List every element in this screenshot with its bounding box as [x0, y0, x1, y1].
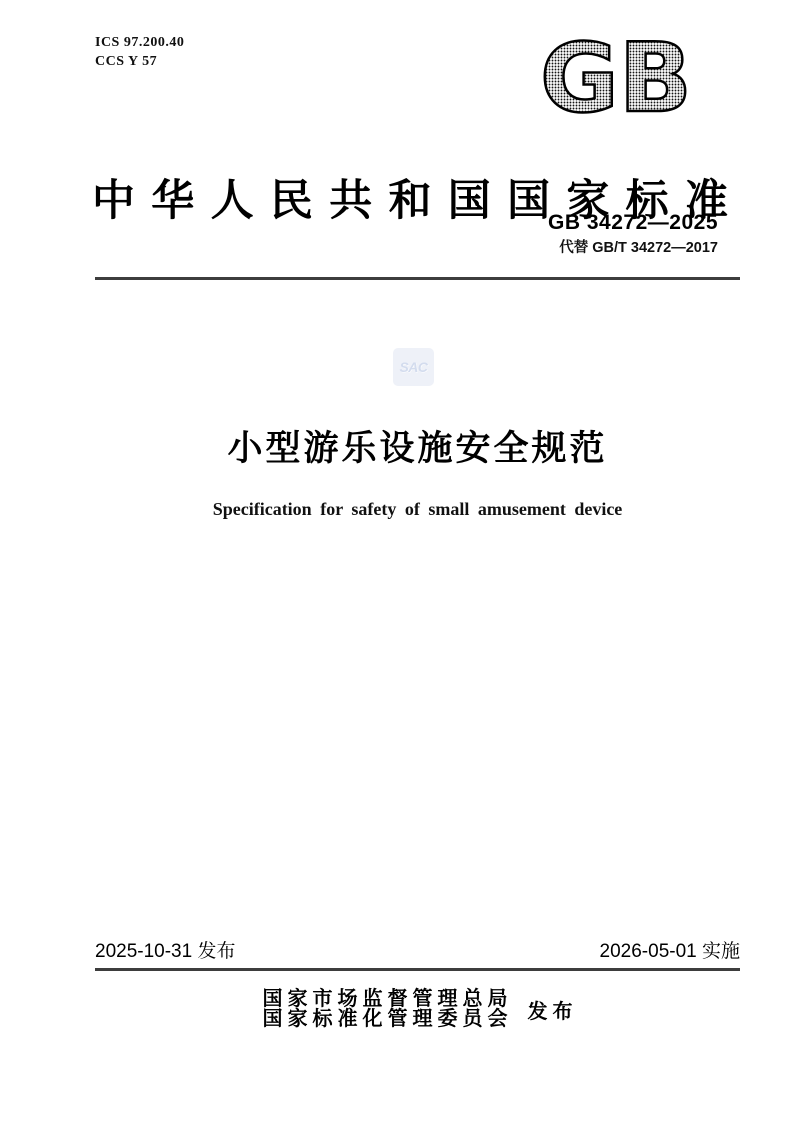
ccs-code: CCS Y 57: [95, 54, 158, 69]
publisher-block: [95, 990, 740, 1029]
gb-logo: [536, 35, 696, 119]
sac-watermark-text: SAC: [399, 359, 428, 375]
national-standard-title: 中 华 人 民 共 和 国 国 家 标 准: [92, 177, 728, 225]
publisher-line-1: 国家市场监督管理总局: [262, 988, 513, 1010]
document-title-chinese: 小型游乐设施安全规范: [227, 429, 608, 468]
gb-logo-graphic: [536, 35, 696, 119]
standard-number: GB 34272—2025: [548, 211, 718, 234]
publish-label: 发 布: [527, 1001, 573, 1023]
ics-code: ICS 97.200.40: [95, 35, 185, 50]
sac-watermark: [393, 348, 434, 386]
issue-date: 2025-10-31 发布: [95, 941, 236, 962]
replaces-note: 代替 GB/T 34272—2017: [559, 240, 718, 256]
gb-logo-text: GB: [540, 35, 692, 119]
document-title-english: Specification for safety of small amusement device: [212, 499, 623, 519]
footer-divider-line: [95, 968, 740, 971]
dates-row: [95, 941, 740, 963]
implement-date: 2026-05-01 实施: [599, 941, 740, 962]
classification-codes: [95, 33, 184, 71]
publisher-line-2: 国家标准化管理委员会: [262, 1007, 513, 1030]
header-divider-line: [95, 277, 740, 280]
standard-number-block: [548, 211, 718, 257]
publisher-names: [263, 990, 513, 1029]
